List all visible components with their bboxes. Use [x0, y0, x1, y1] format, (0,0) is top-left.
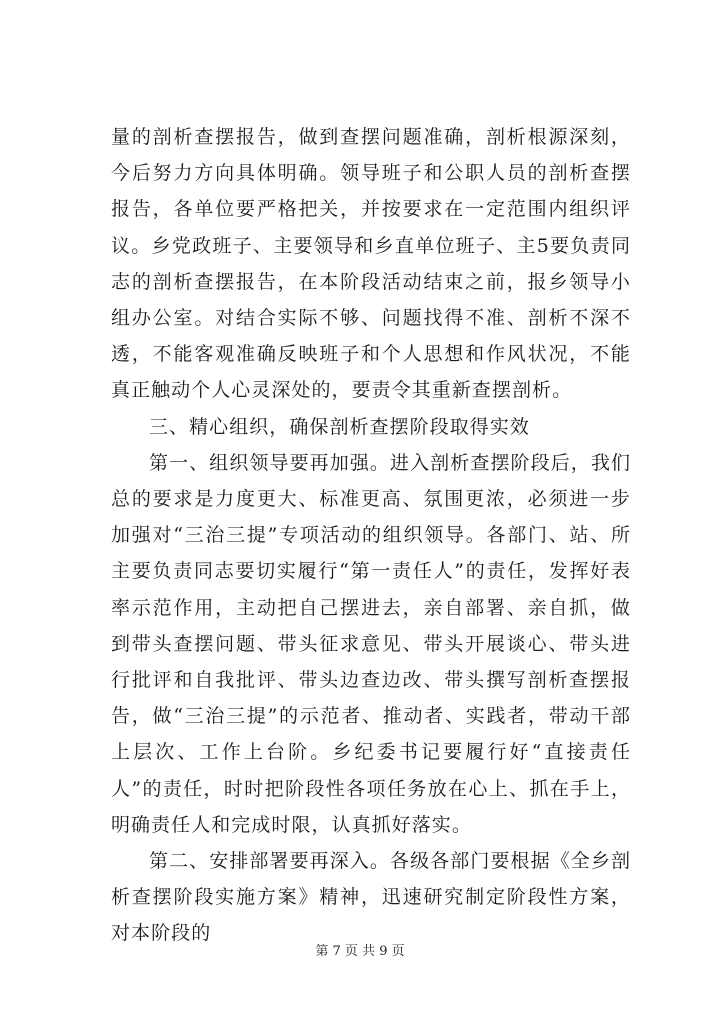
section-heading: 三、精心组织，确保剖析查摆阶段取得实效	[149, 415, 530, 438]
page-number-footer: 第 7 页 共 9 页	[315, 944, 405, 959]
body-text	[111, 119, 631, 952]
paragraph-continued: 量的剖析查摆报告，做到查摆问题准确，剖析根源深刻，今后努力方向具体明确。领导班子和公职人员的剖析查摆报告，各单位要严格把关，并按要求在一定范围内组织评议。乡党政班子、主要领导和乡直单位班子、主5要负责同志的剖析查摆报告，在本阶段活动结束之前，报乡领导小组办公室。对结合实际不够、问题找得不准、剖析不深不透，不能客观准确反映班子和个人思想和作风状况，不能真正触动个人心灵深处的，要责令其重新查摆剖析。	[111, 126, 631, 402]
paragraph-deployment: 第二、安排部署要再深入。各级各部门要根据《全乡剖析查摆阶段实施方案》精神，迅速研究制定阶段性方案，对本阶段的	[111, 850, 631, 945]
paragraph-organization: 第一、组织领导要再加强。进入剖析查摆阶段后，我们总的要求是力度更大、标准更高、氛围更浓，必须进一步加强对“三治三提”专项活动的组织领导。各部门、站、所主要负责同志要切实履行“第一责任人”的责任，发挥好表率示范作用，主动把自己摆进去，亲自部署、亲自抓，做到带头查摆问题、带头征求意见、带头开展谈心、带头进行批评和自我批评、带头边查边改、带头撰写剖析查摆报告，做“三治三提”的示范者、推动者、实践者，带动干部上层次、工作上台阶。乡纪委书记要履行好“直接责任人”的责任，时时把阶段性各项任务放在心上、抓在手上，明确责任人和完成时限，认真抓好落实。	[111, 451, 631, 836]
